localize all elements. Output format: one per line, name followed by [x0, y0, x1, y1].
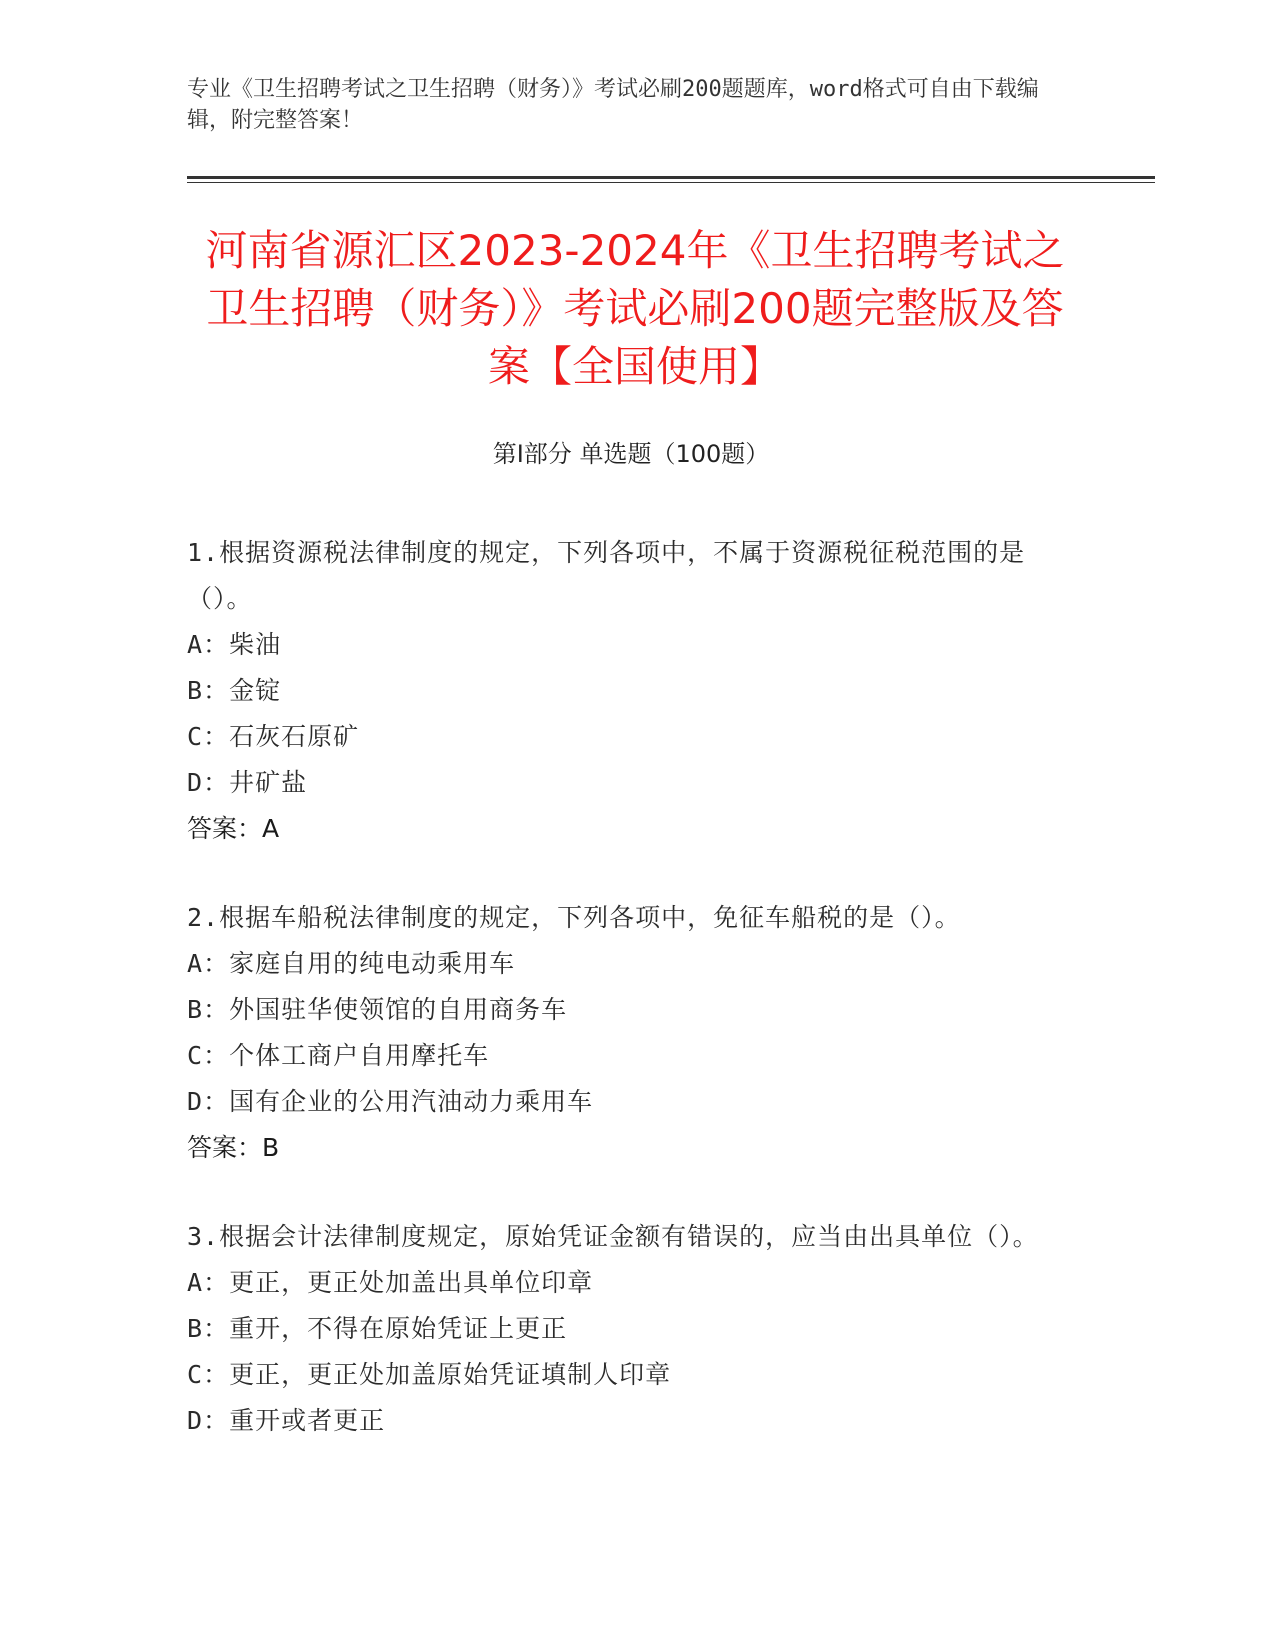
option-text: 柴油 [229, 630, 282, 659]
option-c: C：石灰石原矿 [187, 722, 360, 751]
option-text: 个体工商户自用摩托车 [229, 1041, 490, 1070]
option-label: D [187, 768, 204, 797]
question-2 [187, 895, 1067, 1171]
option-text: 井矿盐 [229, 768, 308, 797]
option-d: D：井矿盐 [187, 768, 308, 797]
question-stem: 3.根据会计法律制度规定，原始凭证金额有错误的，应当由出具单位（）。 [187, 1222, 1039, 1251]
option-label: D [187, 1406, 204, 1435]
option-d: D：国有企业的公用汽油动力乘用车 [187, 1087, 594, 1116]
option-text: 国有企业的公用汽油动力乘用车 [229, 1087, 594, 1116]
option-text: 更正，更正处加盖原始凭证填制人印章 [229, 1360, 672, 1389]
option-b: B：重开，不得在原始凭证上更正 [187, 1314, 568, 1343]
option-label: C [187, 1360, 204, 1389]
option-b: B：外国驻华使领馆的自用商务车 [187, 995, 568, 1024]
option-c: C：个体工商户自用摩托车 [187, 1041, 490, 1070]
header-note: 专业《卫生招聘考试之卫生招聘（财务）》考试必刷200题题库，word格式可自由下载编辑，附完整答案！ [187, 77, 1039, 133]
option-label: B [187, 1314, 204, 1343]
answer: 答案：A [187, 814, 280, 843]
option-a: A：柴油 [187, 630, 282, 659]
question-1 [187, 530, 1067, 852]
option-c: C：更正，更正处加盖原始凭证填制人印章 [187, 1360, 672, 1389]
question-list [187, 530, 1067, 1487]
section-heading: 第I部分 单选题（100题） [492, 440, 770, 468]
option-label: C [187, 1041, 204, 1070]
option-label: A [187, 1268, 204, 1297]
question-stem: 2.根据车船税法律制度的规定，下列各项中，免征车船税的是（）。 [187, 903, 961, 932]
option-a: A：更正，更正处加盖出具单位印章 [187, 1268, 594, 1297]
option-text: 石灰石原矿 [229, 722, 360, 751]
option-b: B：金锭 [187, 676, 282, 705]
option-text: 重开或者更正 [229, 1406, 386, 1435]
option-text: 家庭自用的纯电动乘用车 [229, 949, 516, 978]
option-label: C [187, 722, 204, 751]
option-text: 重开，不得在原始凭证上更正 [229, 1314, 568, 1343]
question-stem: 1.根据资源税法律制度的规定，下列各项中，不属于资源税征税范围的是（）。 [187, 538, 1026, 613]
option-text: 外国驻华使领馆的自用商务车 [229, 995, 568, 1024]
option-d: D：重开或者更正 [187, 1406, 386, 1435]
answer: 答案：B [187, 1133, 280, 1162]
option-label: A [187, 630, 204, 659]
option-label: B [187, 995, 204, 1024]
option-label: D [187, 1087, 204, 1116]
option-text: 金锭 [229, 676, 282, 705]
header-rule-thin [187, 182, 1155, 183]
header-rule-thick [187, 176, 1155, 179]
option-a: A：家庭自用的纯电动乘用车 [187, 949, 516, 978]
option-text: 更正，更正处加盖出具单位印章 [229, 1268, 594, 1297]
question-3 [187, 1214, 1067, 1444]
option-label: B [187, 676, 204, 705]
document-title: 河南省源汇区2023-2024年《卫生招聘考试之卫生招聘（财务）》考试必刷200题完整版及答案【全国使用】 [205, 226, 1065, 391]
option-label: A [187, 949, 204, 978]
